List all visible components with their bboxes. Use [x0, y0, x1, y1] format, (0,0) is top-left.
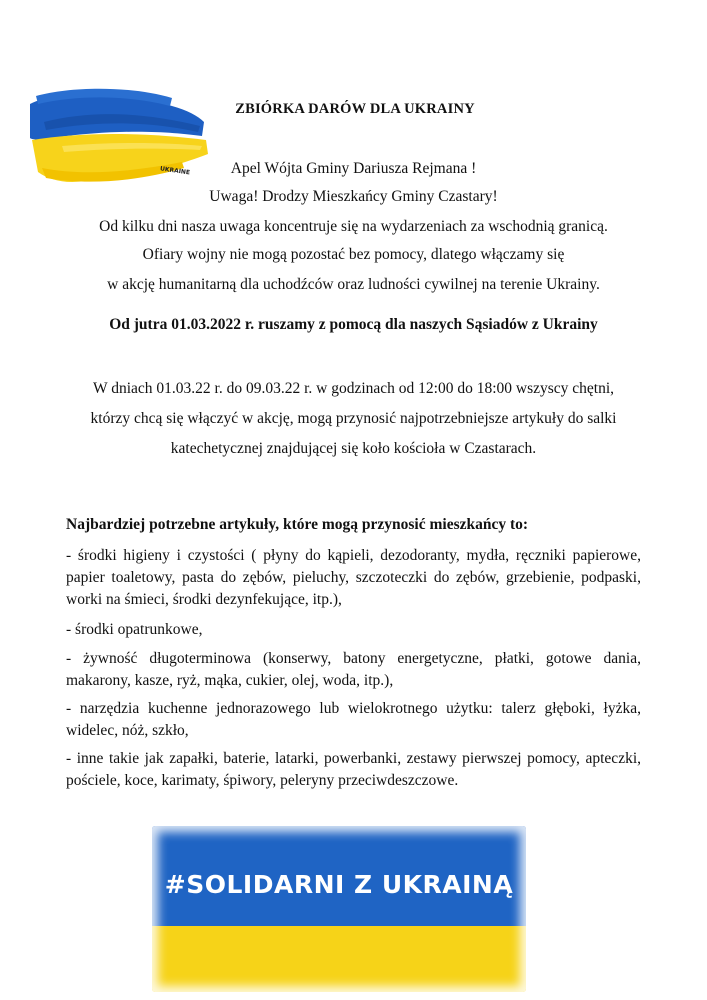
- list-item: - żywność długoterminowa (konserwy, batony energetyczne, płatki, gotowe dania, makarony, kasze, ryż, mąka, cukier, olej, woda, itp.),: [66, 650, 641, 689]
- items-heading: Najbardziej potrzebne artykuły, które mogą przynosić mieszkańcy to:: [66, 516, 529, 533]
- details-line: W dniach 01.03.22 r. do 09.03.22 r. w godzinach od 12:00 do 18:00 wszyscy chętni,: [92, 380, 615, 397]
- intro-line: Ofiary wojny nie mogą pozostać bez pomocy, dlatego włączamy się: [142, 246, 565, 263]
- intro-line: Apel Wójta Gminy Dariusza Rejmana !: [230, 160, 477, 177]
- intro-line: Uwaga! Drodzy Mieszkańcy Gminy Czastary!: [209, 188, 498, 205]
- intro-line: w akcję humanitarną dla uchodźców oraz ludności cywilnej na terenie Ukrainy.: [107, 276, 600, 293]
- list-item: - środki opatrunkowe,: [66, 621, 203, 638]
- announcement: Od jutra 01.03.2022 r. ruszamy z pomocą dla naszych Sąsiadów z Ukrainy: [109, 316, 598, 333]
- details-line: katechetycznej znajdującej się koło kościoła w Czastarach.: [170, 440, 537, 457]
- details-line: którzy chcą się włączyć w akcję, mogą przynosić najpotrzebniejsze artykuły do salki: [90, 410, 617, 427]
- intro-line: Od kilku dni nasza uwaga koncentruje się na wydarzeniach za wschodnią granicą.: [99, 218, 608, 235]
- flag-blue-brushstrokes: [30, 89, 204, 140]
- list-item: - inne takie jak zapałki, baterie, latarki, powerbanki, zestawy pierwszej pomocy, apteczki, pościele, koce, karimaty, śpiwory, peleryny przeciwdeszczowe.: [66, 750, 641, 789]
- banner-text: #SOLIDARNI Z UKRAINĄ: [164, 870, 514, 899]
- flag-label: UKRAINE: [159, 165, 191, 177]
- banner-soft-edge: [152, 826, 526, 992]
- solidarity-banner: [152, 826, 526, 992]
- list-item: - narzędzia kuchenne jednorazowego lub wielokrotnego użytku: talerz głęboki, łyżka, widelec, nóż, szkło,: [66, 700, 641, 739]
- list-item: - środki higieny i czystości ( płyny do kąpieli, dezodoranty, mydła, ręczniki papierowe, papier toaletowy, pasta do zębów, pieluchy, szczoteczki do zębów, grzebienie, podpaski, worki na śmieci, środki dezynfekujące, itp.),: [66, 547, 641, 608]
- page-title: ZBIÓRKA DARÓW DLA UKRAINY: [235, 101, 475, 117]
